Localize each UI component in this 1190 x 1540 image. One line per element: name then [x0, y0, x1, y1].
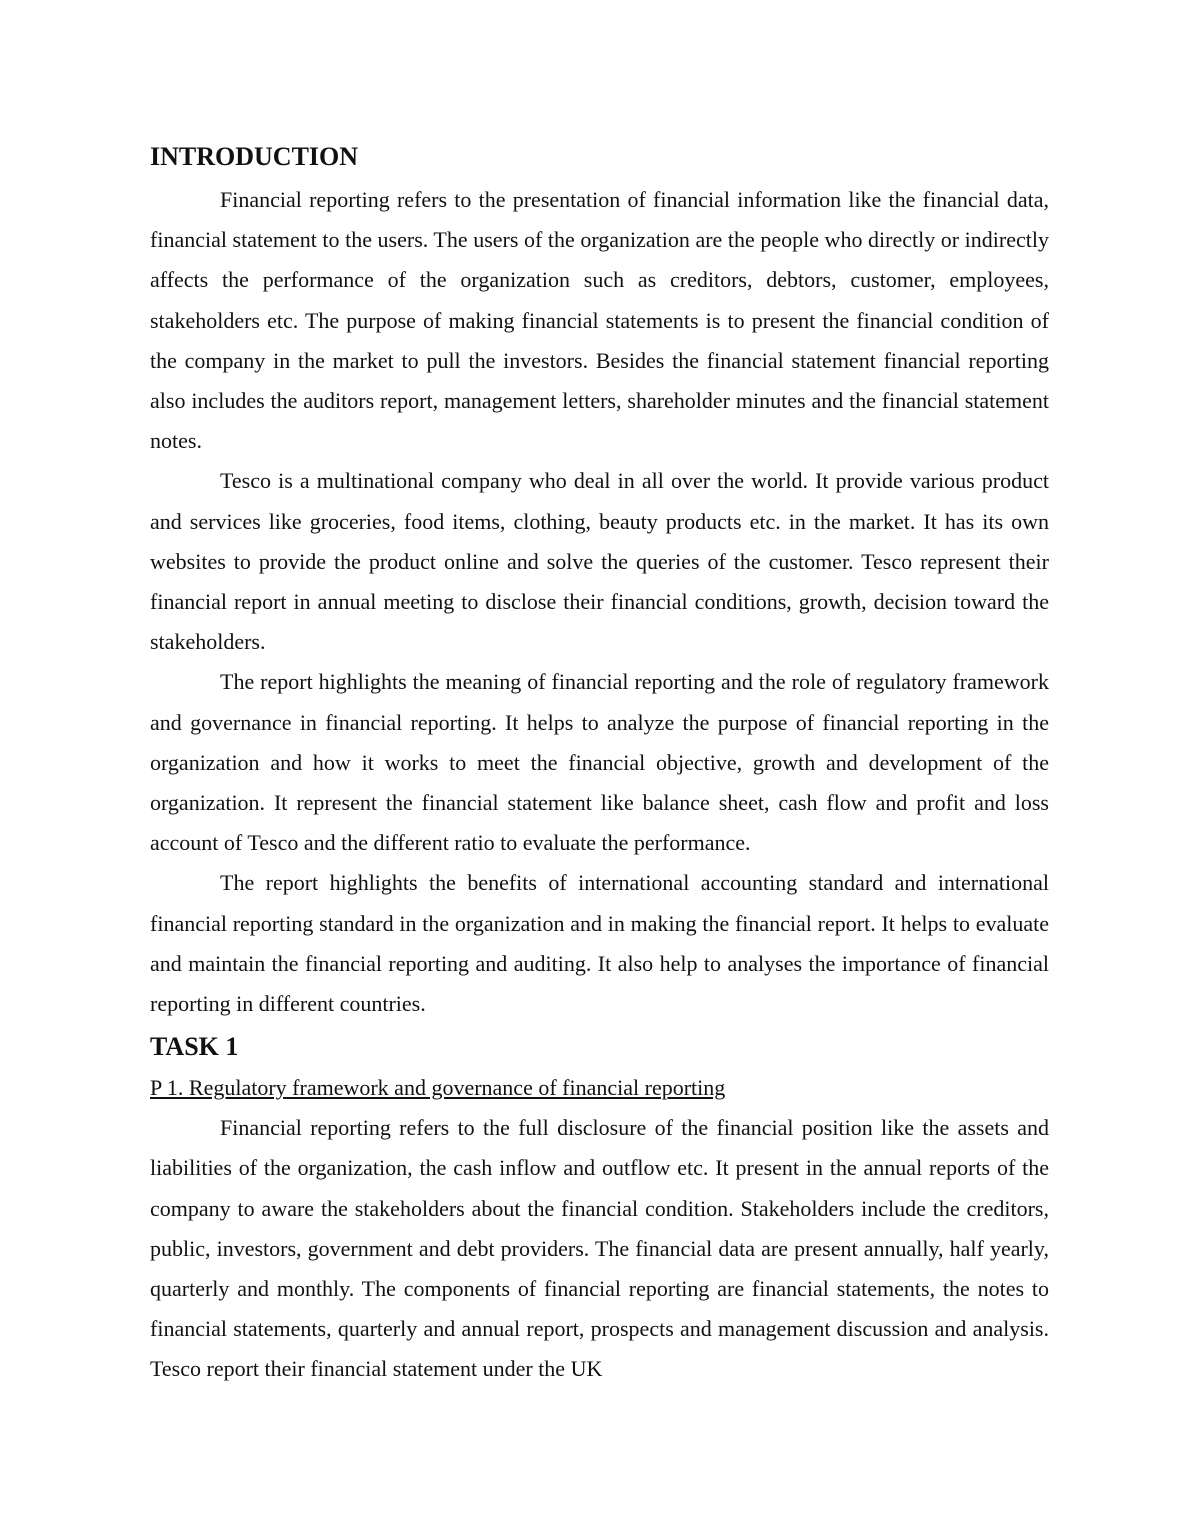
p1-section-paragraph: Financial reporting refers to the full disclosure of the financial position like the assets and liabilities of the organization, the cash inflow and outflow etc. It present in the annual reports of the company to aware the stakeholders about the financial condition. Stakeholders include the creditors, public, investors, government and debt providers. The financial data are present annually, half yearly, quarterly and monthly. The components of financial reporting are financial statements, the notes to financial statements, quarterly and annual report, prospects and management discussion and analysis. Tesco report their financial statement under the UK — [150, 1115, 1049, 1382]
intro-paragraph-1: Financial reporting refers to the presentation of financial information like the financial data, financial statement to the users. The users of the organization are the people who directly or indirectly affects the performance of the organization such as creditors, debtors, customer, employees, stakeholders etc. The purpose of making financial statements is to present the financial condition of the company in the market to pull the investors. Besides the financial statement financial reporting also includes the auditors report, management letters, shareholder minutes and the financial statement notes. — [150, 187, 1049, 454]
intro-paragraph-3: The report highlights the meaning of financial reporting and the role of regulatory framework and governance in financial reporting. It helps to analyze the purpose of financial reporting in the organization and how it works to meet the financial objective, growth and development of the organization. It represent the financial statement like balance sheet, cash flow and profit and loss account of Tesco and the different ratio to evaluate the performance. — [150, 669, 1049, 856]
document-page — [150, 140, 1049, 1390]
p1-section-heading: P 1. Regulatory framework and governance of financial reporting — [150, 1075, 726, 1101]
task-1-heading: TASK 1 — [150, 1032, 239, 1062]
intro-paragraph-2: Tesco is a multinational company who deal in all over the world. It provide various product and services like groceries, food items, clothing, beauty products etc. in the market. It has its own websites to provide the product online and solve the queries of the customer. Tesco represent their financial report in annual meeting to disclose their financial conditions, growth, decision toward the stakeholders. — [150, 468, 1049, 655]
introduction-heading: INTRODUCTION — [150, 142, 359, 171]
intro-paragraph-4: The report highlights the benefits of international accounting standard and international financial reporting standard in the organization and in making the financial report. It helps to evaluate and maintain the financial reporting and auditing. It also help to analyses the importance of financial reporting in different countries. — [150, 870, 1049, 1017]
